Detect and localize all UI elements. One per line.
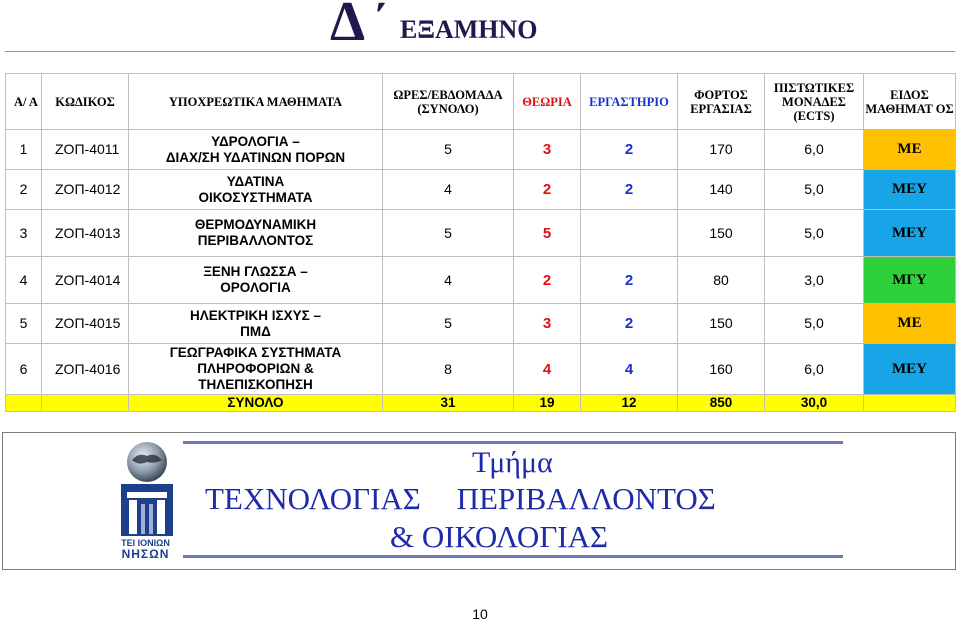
row-aa: 5	[6, 304, 42, 344]
tei-name-line1: ΤΕΙ ΙΟΝΙΩΝ	[121, 538, 170, 548]
row-theory: 5	[514, 210, 581, 257]
table-row	[6, 344, 956, 395]
row-hours: 5	[383, 304, 514, 344]
header-ects: ΠΙΣΤΩΤΙΚΕΣ ΜΟΝΑΔΕΣ (ECTS)	[765, 74, 864, 130]
course-line: ΗΛΕΚΤΡΙΚΗ ΙΣΧΥΣ –	[190, 307, 321, 323]
row-lab: 2	[581, 170, 678, 210]
row-code: ΖΟΠ-4016	[42, 344, 129, 395]
department-label: Τμήμα	[472, 446, 553, 479]
row-course	[129, 257, 383, 304]
total-row	[6, 395, 956, 412]
row-workload: 160	[678, 344, 765, 395]
table-row	[6, 210, 956, 257]
total-aa	[6, 395, 42, 412]
header-theory: ΘΕΩΡΙΑ	[514, 74, 581, 130]
course-line: ΘΕΡΜΟΔΥΝΑΜΙΚΗ	[194, 217, 317, 232]
row-aa: 6	[6, 344, 42, 395]
row-theory: 2	[514, 170, 581, 210]
row-hours: 5	[383, 210, 514, 257]
header-type: ΕΙΔΟΣ ΜΑΘΗΜΑΤ ΟΣ	[864, 74, 956, 130]
row-aa: 1	[6, 130, 42, 170]
row-theory: 2	[514, 257, 581, 304]
row-course	[129, 344, 383, 395]
table-header-row	[6, 74, 956, 130]
course-line: ΞΕΝΗ ΓΛΩΣΣΑ –	[203, 264, 308, 279]
row-course	[129, 170, 383, 210]
row-type: ΜΕΥ	[864, 344, 956, 395]
row-course	[129, 304, 383, 344]
row-code: ΖΟΠ-4014	[42, 257, 129, 304]
row-code: ΖΟΠ-4011	[42, 130, 129, 170]
header-lab: ΕΡΓΑΣΤΗΡΙΟ	[581, 74, 678, 130]
row-aa: 3	[6, 210, 42, 257]
semester-letter-accent: ΄	[372, 0, 387, 46]
row-aa: 4	[6, 257, 42, 304]
row-ects: 3,0	[765, 257, 864, 304]
header-course: ΥΠΟΧΡΕΩΤΙΚΑ ΜΑΘΗΜΑΤΑ	[129, 74, 383, 130]
row-hours: 4	[383, 257, 514, 304]
row-theory: 3	[514, 304, 581, 344]
course-line: ΔΙΑΧ/ΣΗ ΥΔΑΤΙΝΩΝ ΠΟΡΩΝ	[165, 149, 346, 165]
semester-title	[0, 0, 960, 53]
row-hours: 8	[383, 344, 514, 395]
row-lab: 2	[581, 130, 678, 170]
header-workload: ΦΟΡΤΟΣ ΕΡΓΑΣΙΑΣ	[678, 74, 765, 130]
row-type: ΜΓΥ	[864, 257, 956, 304]
course-line: ΤΗΛΕΠΙΣΚΟΠΗΣΗ	[198, 377, 313, 392]
department-name: ΤΕΧΝΟΛΟΓΙΑΣ ΠΕΡΙΒΑΛΛΟΝΤΟΣ	[205, 481, 716, 516]
course-line: ΟΙΚΟΣΥΣΤΗΜΑΤΑ	[198, 189, 313, 205]
row-hours: 5	[383, 130, 514, 170]
courses-table	[5, 73, 956, 412]
total-label: ΣΥΝΟΛΟ	[129, 395, 383, 412]
row-lab: 2	[581, 257, 678, 304]
total-lab: 12	[581, 395, 678, 412]
row-ects: 5,0	[765, 304, 864, 344]
course-line: ΥΔΑΤΙΝΑ	[226, 173, 285, 189]
course-line: ΠΜΔ	[240, 323, 271, 339]
row-lab: 4	[581, 344, 678, 395]
banner-bottom-line	[183, 555, 843, 558]
semester-word: ΕΞΑΜΗΝΟ	[400, 15, 538, 44]
row-ects: 5,0	[765, 170, 864, 210]
semester-letter: Δ	[330, 0, 366, 53]
department-name-line2: & ΟΙΚΟΛΟΓΙΑΣ	[390, 519, 608, 554]
course-line: ΟΡΟΛΟΓΙΑ	[220, 280, 291, 295]
row-theory: 4	[514, 344, 581, 395]
total-workload: 850	[678, 395, 765, 412]
row-workload: 80	[678, 257, 765, 304]
banner-top-line	[183, 441, 843, 444]
course-line: ΠΕΡΙΒΑΛΛΟΝΤΟΣ	[197, 233, 314, 248]
table-row	[6, 170, 956, 210]
header-code: ΚΩΔΙΚΟΣ	[42, 74, 129, 130]
page-number: 10	[472, 606, 488, 622]
total-type	[864, 395, 956, 412]
row-code: ΖΟΠ-4012	[42, 170, 129, 210]
table-row	[6, 130, 956, 170]
row-hours: 4	[383, 170, 514, 210]
row-course	[129, 210, 383, 257]
title-divider	[5, 51, 955, 52]
table-row	[6, 257, 956, 304]
row-lab	[581, 210, 678, 257]
row-workload: 150	[678, 210, 765, 257]
row-code: ΖΟΠ-4015	[42, 304, 129, 344]
tei-name-line2: ΝΗΣΩΝ	[121, 547, 170, 561]
row-course	[129, 130, 383, 170]
total-code	[42, 395, 129, 412]
row-aa: 2	[6, 170, 42, 210]
tei-logo	[115, 440, 179, 540]
row-ects: 5,0	[765, 210, 864, 257]
row-code: ΖΟΠ-4013	[42, 210, 129, 257]
row-workload: 150	[678, 304, 765, 344]
total-ects: 30,0	[765, 395, 864, 412]
row-lab: 2	[581, 304, 678, 344]
row-workload: 140	[678, 170, 765, 210]
row-theory: 3	[514, 130, 581, 170]
row-type: ΜΕΥ	[864, 170, 956, 210]
total-hours: 31	[383, 395, 514, 412]
row-ects: 6,0	[765, 344, 864, 395]
building-icon	[121, 484, 173, 536]
header-hours: ΩΡΕΣ/ΕΒΔΟΜΑΔΑ (ΣΥΝΟΛΟ)	[383, 74, 514, 130]
course-line: ΓΕΩΓΡΑΦΙΚΑ ΣΥΣΤΗΜΑΤΑ	[169, 345, 342, 360]
header-aa: Α/ Α	[6, 74, 42, 130]
row-type: ΜΕ	[864, 304, 956, 344]
row-ects: 6,0	[765, 130, 864, 170]
row-workload: 170	[678, 130, 765, 170]
table-row	[6, 304, 956, 344]
course-line: ΠΛΗΡΟΦΟΡΙΩΝ &	[197, 361, 314, 376]
total-theory: 19	[514, 395, 581, 412]
row-type: ΜΕ	[864, 130, 956, 170]
course-line: ΥΔΡΟΛΟΓΙΑ –	[211, 133, 300, 149]
row-type: ΜΕΥ	[864, 210, 956, 257]
